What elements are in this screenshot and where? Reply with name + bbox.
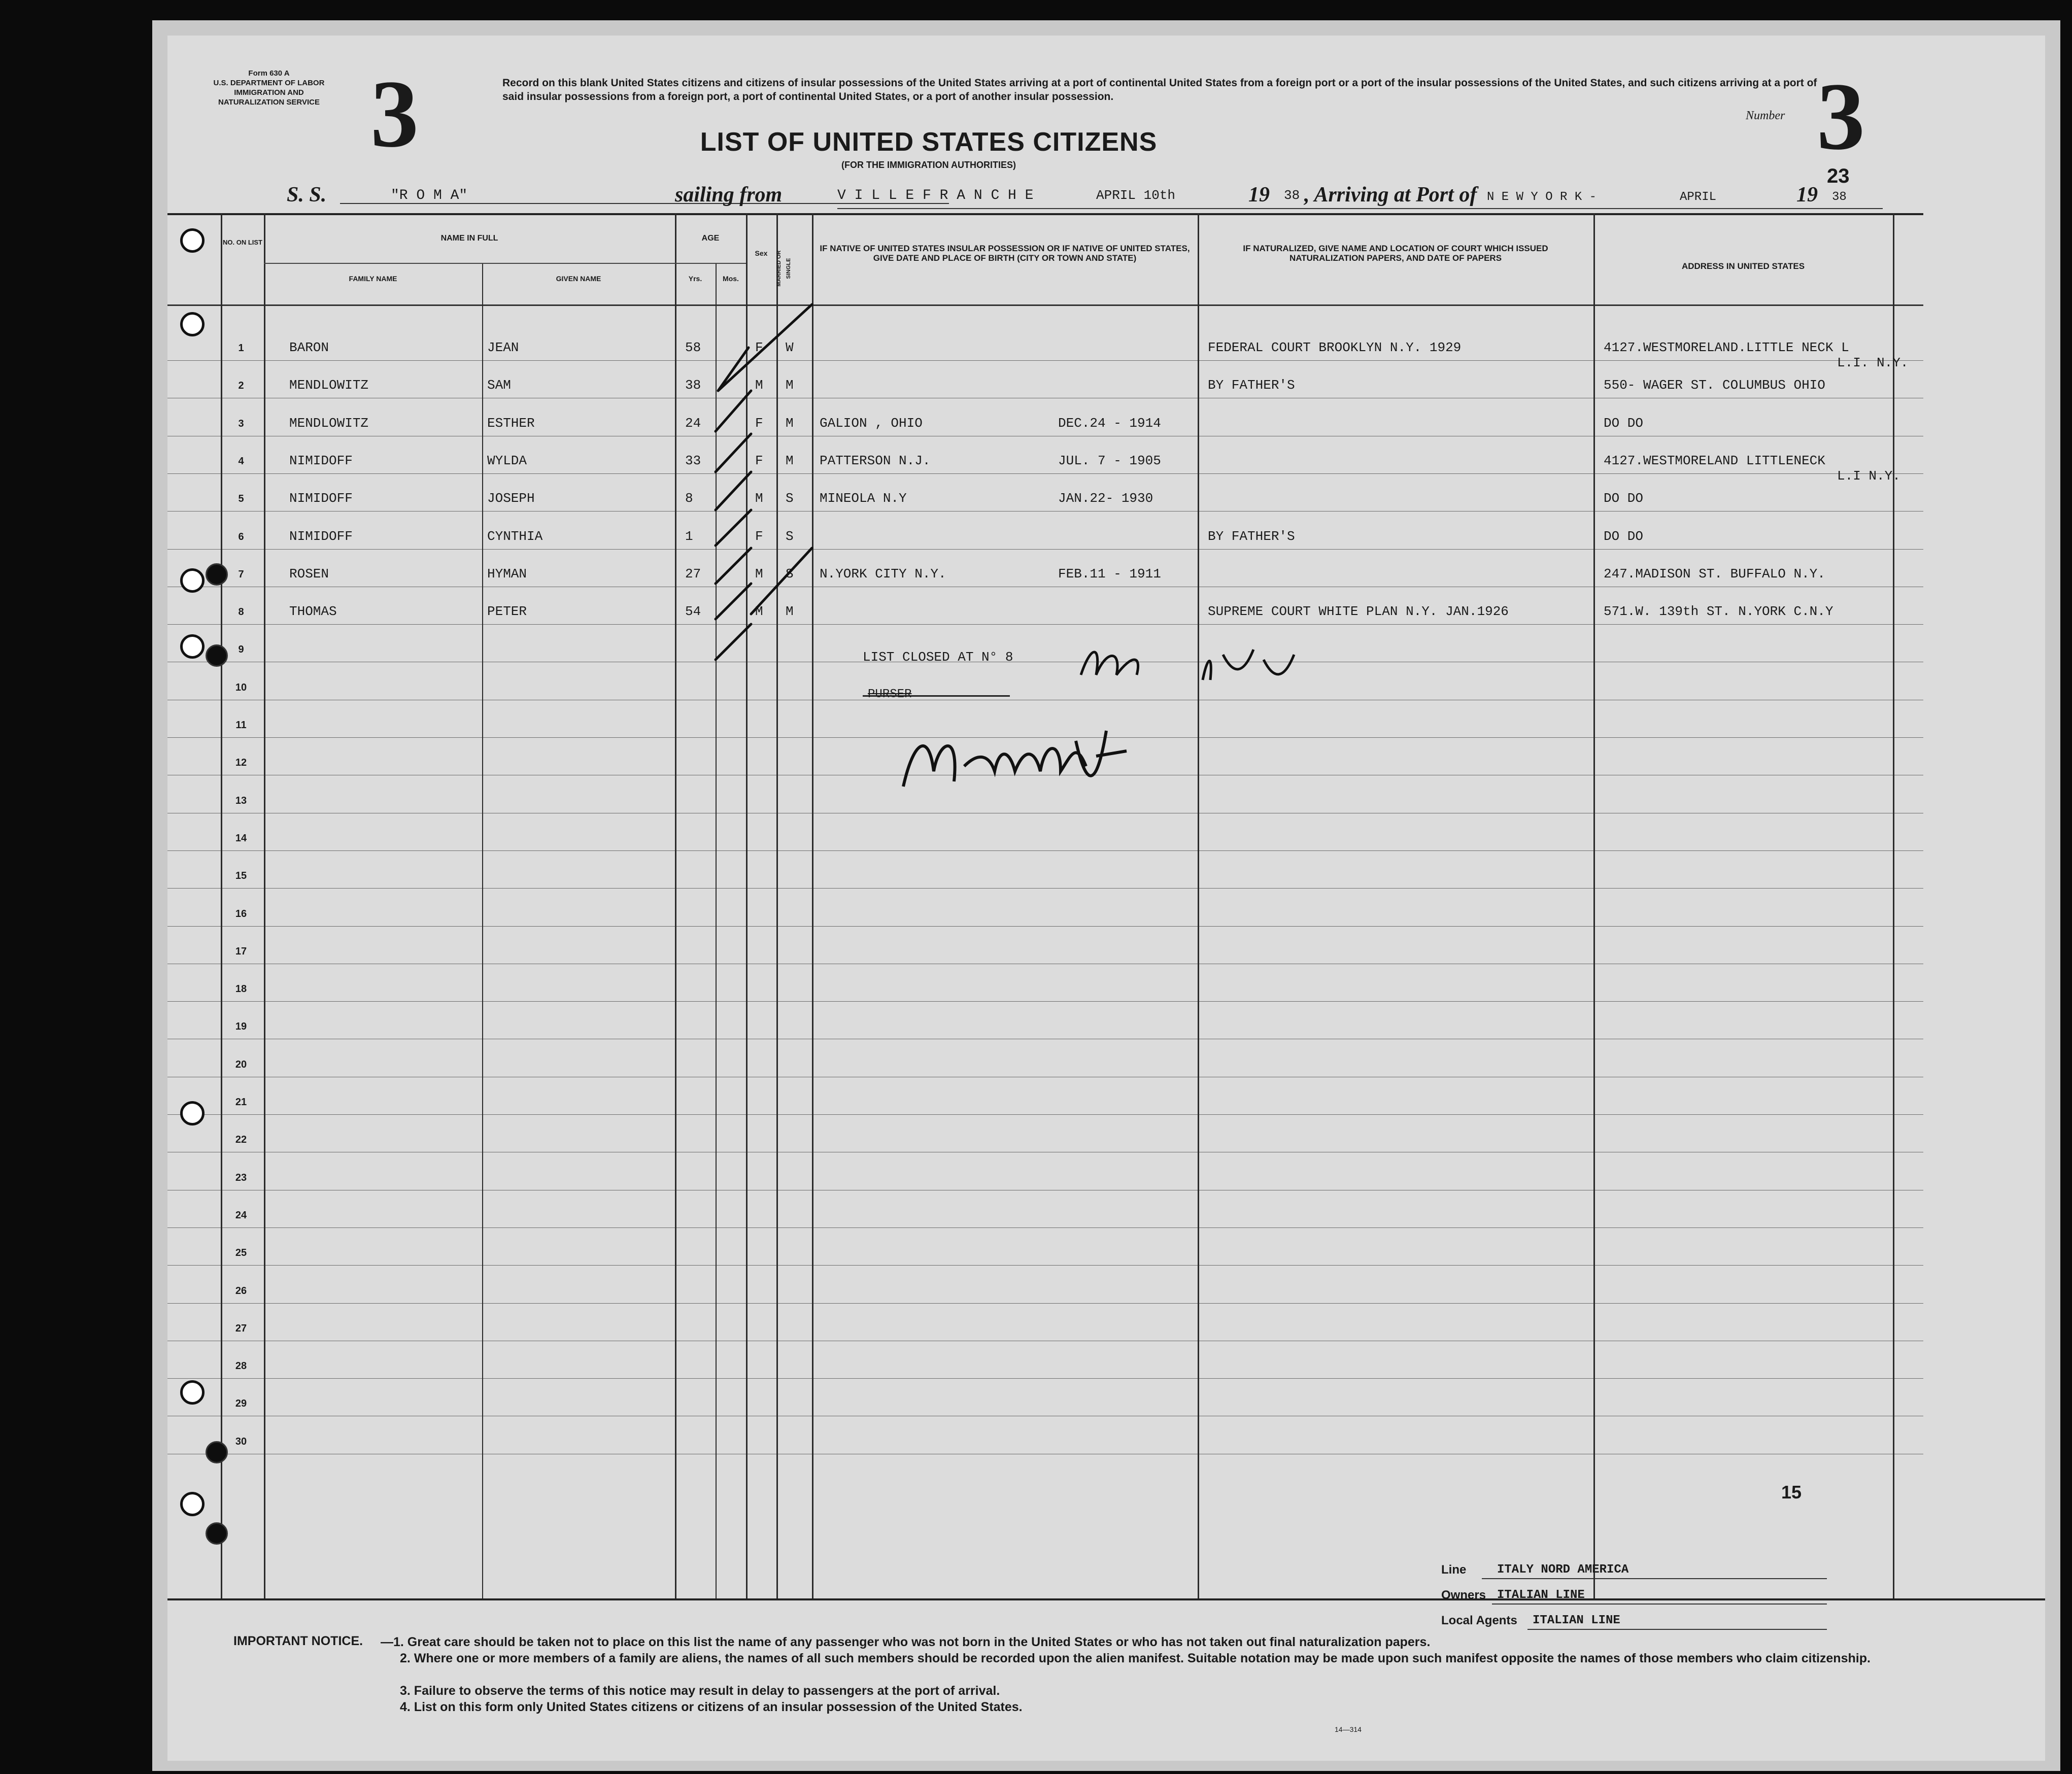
marital-status: M [786,453,794,468]
age-years: 24 [685,415,701,431]
header-given-name: GIVEN NAME [556,275,601,283]
given-name: JEAN [487,340,519,355]
arrival-year: 38 [1832,190,1847,204]
marital-status: M [786,604,794,620]
ss-label: S. S. [287,183,327,207]
row-number: 29 [235,1398,247,1410]
list-number-left: 3 [370,61,419,167]
list-closed-note: LIST CLOSED AT N° 8 [863,650,1013,665]
age-years: 58 [685,340,701,355]
arriving-label: , Arriving at Port of [1304,183,1477,207]
row-number: 21 [235,1097,247,1108]
sex: M [755,604,763,620]
naturalization: FEDERAL COURT BROOKLYN N.Y. 1929 [1208,340,1462,355]
row-number: 10 [235,681,247,693]
naturalization: BY FATHER'S [1208,378,1295,393]
line-label: Line [1441,1563,1467,1577]
binding-hole [206,1522,228,1545]
sailing-from-label: sailing from [675,183,783,207]
address: 4127.WESTMORELAND.LITTLE NECK L [1604,340,1849,355]
binding-hole [180,312,205,336]
notice-item-1: —1. Great care should be taken not to place on this list the name of any passenger who was not born in the United States or who has not taken out final naturalization papers. [381,1635,1431,1649]
birth-place: MINEOLA N.Y [820,491,907,506]
row-number: 23 [235,1172,247,1183]
tick-mark [718,348,749,391]
page-subtitle: (FOR THE IMMIGRATION AUTHORITIES) [841,160,1016,170]
age-years: 8 [685,491,693,506]
sex: F [755,340,763,355]
row-number: 30 [235,1436,247,1447]
row-number: 13 [235,795,247,806]
agents-label: Local Agents [1441,1614,1517,1627]
notice-label: IMPORTANT NOTICE. [233,1634,363,1648]
sex: F [755,415,763,431]
family-name: MENDLOWITZ [289,378,369,393]
binding-hole [180,1380,205,1405]
marital-status: W [786,340,794,355]
family-name: ROSEN [289,566,329,582]
row-number: 27 [235,1322,247,1334]
address: DO DO [1604,415,1644,431]
ship-name: "R O M A" [391,188,468,203]
age-years: 33 [685,453,701,468]
row-number: 14 [235,832,247,844]
family-name: NIMIDOFF [289,453,353,468]
owners-label: Owners [1441,1588,1486,1602]
age-years: 38 [685,378,701,393]
tick-mark [718,304,812,391]
purser-label: PURSER [868,688,912,701]
departure-port: V I L L E F R A N C H E [837,188,1034,203]
number-label: Number [1746,109,1785,122]
header-no-on-list: NO. ON LIST [223,238,262,246]
sex: M [755,566,763,582]
birth-date: JUL. 7 - 1905 [1058,453,1161,468]
sex: M [755,378,763,393]
row-number: 22 [235,1134,247,1146]
purser-signature [893,710,1137,807]
given-name: HYMAN [487,566,527,582]
initials-signature [1071,634,1314,690]
binding-hole [206,563,228,586]
birth-date: JAN.22- 1930 [1058,491,1153,506]
row-number: 16 [235,908,247,919]
arrival-year-prefix: 19 [1796,183,1818,207]
line-value: ITALY NORD AMERICA [1497,1563,1629,1577]
binding-hole [180,228,205,253]
birth-place: GALION , OHIO [820,415,923,431]
address-line-2: L.I N.Y. [1837,468,1900,484]
page-title: LIST OF UNITED STATES CITIZENS [700,127,1158,157]
row-number: 17 [235,945,247,957]
age-years: 54 [685,604,701,620]
row-number: 1 [238,343,244,354]
agents-value: ITALIAN LINE [1533,1614,1620,1627]
header-married-single: MARRIED OR SINGLE [776,250,792,287]
row-number: 6 [238,531,244,542]
row-number: 19 [235,1021,247,1033]
row-number: 12 [235,757,247,769]
binding-hole [180,568,205,593]
birth-date: FEB.11 - 1911 [1058,566,1161,582]
row-number: 25 [235,1247,247,1259]
header-age: AGE [701,234,720,243]
row-number: 8 [238,606,244,618]
notice-item-2: 2. Where one or more members of a family are aliens, the names of all such members should be recorded upon the alien manifest. Suitable notation may be made upon such manifest opposite the names of those members who claim citizenship. [400,1651,1871,1665]
header-naturalization: IF NATURALIZED, GIVE NAME AND LOCATION OF COURT WHICH ISSUED NATURALIZATION PAPERS, AND DATE OF PAPERS [1243,244,1548,263]
record-instructions: Record on this blank United States citizens and citizens of insular possessions of the United States arriving at a port of continental United States from a foreign port or a port of the insular possessions of the United States, and such citizens arriving at a port of said insular possessions from a foreign port, a port of continental United States, or a port of another insular possession. [502,77,1817,103]
marital-status: M [786,378,794,393]
given-name: SAM [487,378,511,393]
arrival-port: N E W Y O R K - [1487,190,1597,204]
tick-marks [167,36,2045,1761]
form-identifier: Form 630 A U.S. DEPARTMENT OF LABOR IMMIGRATION AND NATURALIZATION SERVICE [213,69,325,107]
header-address: ADDRESS IN UNITED STATES [1681,261,1805,271]
arrival-day: 23 [1827,165,1850,187]
marital-status: S [786,566,794,582]
departure-year-prefix: 19 [1248,183,1270,207]
row-number: 28 [235,1360,247,1372]
address-line-2: L.I. N.Y. [1837,355,1909,370]
given-name: ESTHER [487,415,535,431]
header-years: Yrs. [688,275,702,283]
page-mark: 15 [1781,1482,1802,1503]
marital-status: S [786,528,794,544]
row-number: 3 [238,418,244,429]
departure-date: APRIL 10th [1096,188,1176,203]
binding-hole [206,1441,228,1463]
address: 4127.WESTMORELAND LITTLENECK [1604,453,1825,468]
header-birth: IF NATIVE OF UNITED STATES INSULAR POSSESSION OR IF NATIVE OF UNITED STATES, GIVE DATE AND PLACE OF BIRTH (CITY OR TOWN AND STATE) [820,244,1190,263]
binding-hole [206,644,228,667]
binding-hole [180,1492,205,1516]
age-years: 1 [685,528,693,544]
row-number: 2 [238,380,244,392]
marital-status: M [786,415,794,431]
birth-date: DEC.24 - 1914 [1058,415,1161,431]
address: DO DO [1604,491,1644,506]
naturalization: BY FATHER'S [1208,528,1295,544]
given-name: PETER [487,604,527,620]
row-number: 5 [238,493,244,505]
manifest-page [167,36,2045,1761]
address: 571.W. 139th ST. N.YORK C.N.Y [1604,604,1833,620]
owners-value: ITALIAN LINE [1497,1588,1585,1602]
row-number: 26 [235,1285,247,1297]
sex: F [755,453,763,468]
notice-item-4: 4. List on this form only United States citizens or citizens of an insular possession of the United States. [400,1700,1023,1714]
birth-place: PATTERSON N.J. [820,453,931,468]
row-number: 18 [235,983,247,995]
row-number: 11 [235,720,247,731]
header-family-name: FAMILY NAME [349,275,397,283]
list-number-right: 3 [1817,63,1865,170]
departure-year: 38 [1284,188,1300,203]
given-name: JOSEPH [487,491,535,506]
header-name-in-full: NAME IN FULL [440,234,498,243]
family-name: BARON [289,340,329,355]
address: DO DO [1604,528,1644,544]
sex: F [755,528,763,544]
marital-status: S [786,491,794,506]
family-name: THOMAS [289,604,337,620]
binding-hole [180,634,205,659]
row-number: 20 [235,1059,247,1070]
given-name: CYNTHIA [487,528,543,544]
header-sex: Sex [755,249,768,257]
row-number: 4 [238,455,244,467]
notice-item-3: 3. Failure to observe the terms of this notice may result in delay to passengers at the port of arrival. [400,1684,1000,1698]
row-number: 24 [235,1209,247,1221]
address: 247.MADISON ST. BUFFALO N.Y. [1604,566,1825,582]
print-code: 14—314 [1335,1725,1362,1733]
birth-place: N.YORK CITY N.Y. [820,566,946,582]
family-name: MENDLOWITZ [289,415,369,431]
row-number: 7 [238,568,244,580]
row-number: 9 [238,644,244,656]
given-name: WYLDA [487,453,527,468]
family-name: NIMIDOFF [289,528,353,544]
family-name: NIMIDOFF [289,491,353,506]
row-number: 15 [235,870,247,882]
naturalization: SUPREME COURT WHITE PLAN N.Y. JAN.1926 [1208,604,1509,620]
sex: M [755,491,763,506]
age-years: 27 [685,566,701,582]
header-months: Mos. [723,275,739,283]
binding-hole [180,1101,205,1125]
arrival-month: APRIL [1680,190,1717,204]
address: 550- WAGER ST. COLUMBUS OHIO [1604,378,1825,393]
